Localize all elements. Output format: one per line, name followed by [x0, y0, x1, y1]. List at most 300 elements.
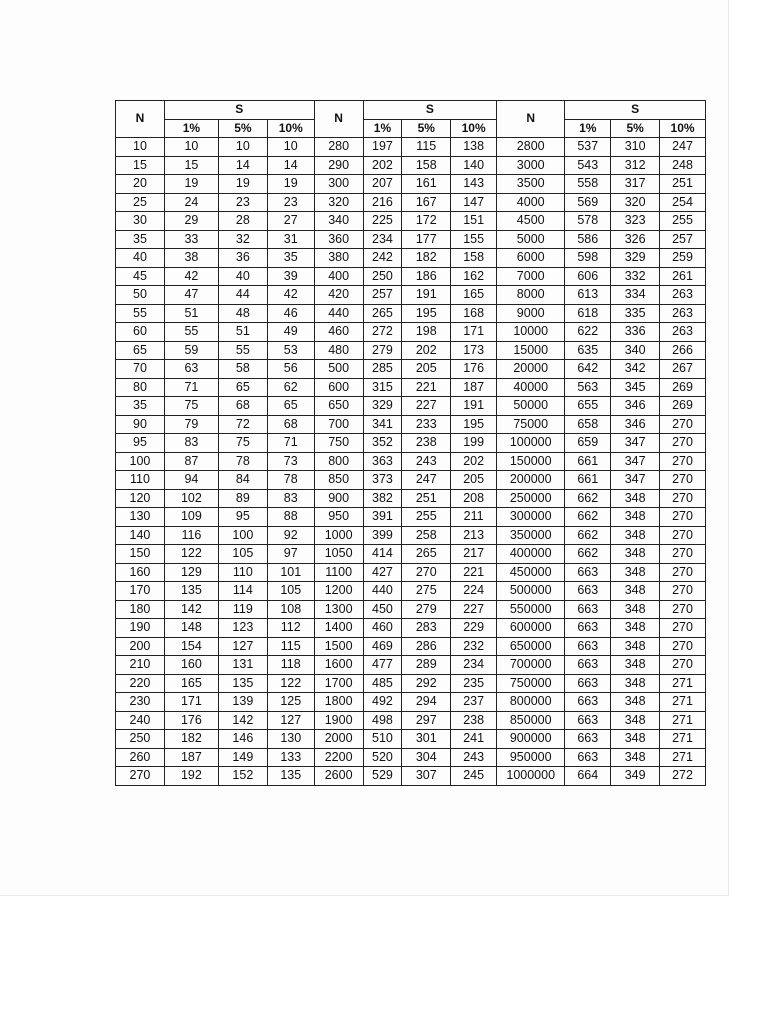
- n-cell: 550000: [497, 600, 565, 619]
- s-cell: 270: [660, 526, 706, 545]
- s-cell: 202: [451, 452, 497, 471]
- s-cell: 10: [164, 138, 218, 157]
- s-cell: 283: [402, 619, 451, 638]
- n-cell: 650000: [497, 637, 565, 656]
- s-cell: 88: [267, 508, 314, 527]
- n-cell: 200000: [497, 471, 565, 490]
- s-cell: 255: [402, 508, 451, 527]
- s-cell: 122: [267, 674, 314, 693]
- level-header: 1%: [565, 119, 611, 138]
- s-cell: 114: [218, 582, 267, 601]
- s-cell: 271: [660, 711, 706, 730]
- level-header: 10%: [451, 119, 497, 138]
- table-row: [116, 730, 706, 749]
- s-cell: 233: [402, 415, 451, 434]
- s-cell: 142: [218, 711, 267, 730]
- s-cell: 348: [611, 711, 660, 730]
- s-cell: 211: [451, 508, 497, 527]
- s-cell: 304: [402, 748, 451, 767]
- s-cell: 272: [660, 767, 706, 786]
- n-cell: 5000: [497, 230, 565, 249]
- s-cell: 349: [611, 767, 660, 786]
- s-cell: 254: [660, 193, 706, 212]
- s-cell: 658: [565, 415, 611, 434]
- s-cell: 100: [218, 526, 267, 545]
- s-cell: 224: [451, 582, 497, 601]
- n-cell: 50: [116, 286, 165, 305]
- table-row: [116, 674, 706, 693]
- n-cell: 70: [116, 360, 165, 379]
- n-cell: 160: [116, 563, 165, 582]
- table-row: [116, 175, 706, 194]
- n-cell: 1200: [314, 582, 363, 601]
- s-cell: 232: [451, 637, 497, 656]
- s-cell: 109: [164, 508, 218, 527]
- n-cell: 140: [116, 526, 165, 545]
- s-cell: 162: [451, 267, 497, 286]
- n-cell: 1050: [314, 545, 363, 564]
- s-cell: 42: [164, 267, 218, 286]
- s-cell: 27: [267, 212, 314, 231]
- s-cell: 663: [565, 619, 611, 638]
- level-header: 1%: [363, 119, 402, 138]
- s-cell: 51: [218, 323, 267, 342]
- s-cell: 248: [660, 156, 706, 175]
- s-cell: 261: [660, 267, 706, 286]
- s-cell: 87: [164, 452, 218, 471]
- s-cell: 270: [660, 582, 706, 601]
- n-cell: 45: [116, 267, 165, 286]
- s-cell: 635: [565, 341, 611, 360]
- s-cell: 237: [451, 693, 497, 712]
- table-row: [116, 582, 706, 601]
- s-cell: 65: [267, 397, 314, 416]
- n-cell: 800000: [497, 693, 565, 712]
- s-cell: 382: [363, 489, 402, 508]
- table-row: [116, 748, 706, 767]
- s-cell: 271: [660, 693, 706, 712]
- s-cell: 161: [402, 175, 451, 194]
- n-cell: 320: [314, 193, 363, 212]
- n-cell: 4000: [497, 193, 565, 212]
- s-cell: 450: [363, 600, 402, 619]
- n-cell: 80: [116, 378, 165, 397]
- s-cell: 46: [267, 304, 314, 323]
- s-cell: 140: [451, 156, 497, 175]
- s-cell: 348: [611, 508, 660, 527]
- n-cell: 850: [314, 471, 363, 490]
- s-cell: 29: [164, 212, 218, 231]
- s-cell: 48: [218, 304, 267, 323]
- s-cell: 606: [565, 267, 611, 286]
- s-cell: 270: [660, 619, 706, 638]
- n-cell: 480: [314, 341, 363, 360]
- s-cell: 558: [565, 175, 611, 194]
- n-cell: 900000: [497, 730, 565, 749]
- level-header: 5%: [402, 119, 451, 138]
- table-row: [116, 323, 706, 342]
- table-row: [116, 156, 706, 175]
- n-cell: 300: [314, 175, 363, 194]
- table-row: [116, 267, 706, 286]
- n-cell: 130: [116, 508, 165, 527]
- n-cell: 360: [314, 230, 363, 249]
- n-cell: 750000: [497, 674, 565, 693]
- table-row: [116, 526, 706, 545]
- s-cell: 122: [164, 545, 218, 564]
- s-cell: 326: [611, 230, 660, 249]
- s-cell: 47: [164, 286, 218, 305]
- n-cell: 3000: [497, 156, 565, 175]
- s-cell: 270: [660, 452, 706, 471]
- s-cell: 271: [660, 674, 706, 693]
- s-cell: 35: [267, 249, 314, 268]
- s-cell: 171: [164, 693, 218, 712]
- s-cell: 23: [267, 193, 314, 212]
- s-cell: 510: [363, 730, 402, 749]
- table-row: [116, 249, 706, 268]
- s-cell: 245: [451, 767, 497, 786]
- n-cell: 440: [314, 304, 363, 323]
- s-cell: 348: [611, 489, 660, 508]
- s-cell: 94: [164, 471, 218, 490]
- s-cell: 19: [218, 175, 267, 194]
- s-cell: 158: [402, 156, 451, 175]
- n-cell: 600: [314, 378, 363, 397]
- s-cell: 127: [218, 637, 267, 656]
- table-row: [116, 619, 706, 638]
- s-cell: 112: [267, 619, 314, 638]
- s-cell: 543: [565, 156, 611, 175]
- s-cell: 257: [660, 230, 706, 249]
- s-cell: 270: [402, 563, 451, 582]
- s-cell: 294: [402, 693, 451, 712]
- s-cell: 269: [660, 397, 706, 416]
- n-cell: 7000: [497, 267, 565, 286]
- s-cell: 31: [267, 230, 314, 249]
- s-cell: 173: [451, 341, 497, 360]
- table-row: [116, 489, 706, 508]
- n-cell: 260: [116, 748, 165, 767]
- s-cell: 28: [218, 212, 267, 231]
- s-cell: 59: [164, 341, 218, 360]
- s-cell: 15: [164, 156, 218, 175]
- s-cell: 340: [611, 341, 660, 360]
- n-cell: 850000: [497, 711, 565, 730]
- n-cell: 15000: [497, 341, 565, 360]
- s-cell: 102: [164, 489, 218, 508]
- s-cell: 191: [451, 397, 497, 416]
- s-cell: 167: [402, 193, 451, 212]
- s-cell: 265: [402, 545, 451, 564]
- s-cell: 345: [611, 378, 660, 397]
- n-cell: 280: [314, 138, 363, 157]
- s-cell: 663: [565, 637, 611, 656]
- s-cell: 202: [363, 156, 402, 175]
- n-cell: 210: [116, 656, 165, 675]
- s-cell: 208: [451, 489, 497, 508]
- table-row: [116, 304, 706, 323]
- s-cell: 265: [363, 304, 402, 323]
- s-cell: 195: [451, 415, 497, 434]
- s-cell: 251: [402, 489, 451, 508]
- s-cell: 323: [611, 212, 660, 231]
- s-cell: 662: [565, 526, 611, 545]
- s-cell: 36: [218, 249, 267, 268]
- s-cell: 662: [565, 508, 611, 527]
- s-cell: 662: [565, 489, 611, 508]
- n-cell: 1000: [314, 526, 363, 545]
- s-cell: 95: [218, 508, 267, 527]
- s-cell: 68: [218, 397, 267, 416]
- s-cell: 270: [660, 545, 706, 564]
- s-cell: 529: [363, 767, 402, 786]
- s-cell: 663: [565, 748, 611, 767]
- n-cell: 20000: [497, 360, 565, 379]
- s-cell: 89: [218, 489, 267, 508]
- level-header: 5%: [218, 119, 267, 138]
- n-cell: 30: [116, 212, 165, 231]
- s-cell: 346: [611, 415, 660, 434]
- s-cell: 217: [451, 545, 497, 564]
- s-cell: 662: [565, 545, 611, 564]
- table-row: [116, 452, 706, 471]
- header-row-1: [116, 101, 706, 120]
- s-cell: 285: [363, 360, 402, 379]
- s-cell: 133: [267, 748, 314, 767]
- s-cell: 247: [660, 138, 706, 157]
- s-cell: 348: [611, 582, 660, 601]
- n-cell: 900: [314, 489, 363, 508]
- s-cell: 312: [611, 156, 660, 175]
- s-cell: 148: [164, 619, 218, 638]
- s-cell: 186: [402, 267, 451, 286]
- s-cell: 79: [164, 415, 218, 434]
- n-cell: 220: [116, 674, 165, 693]
- table-row: [116, 341, 706, 360]
- n-cell: 340: [314, 212, 363, 231]
- s-cell: 335: [611, 304, 660, 323]
- level-header: 5%: [611, 119, 660, 138]
- n-cell: 25: [116, 193, 165, 212]
- n-cell: 35: [116, 397, 165, 416]
- s-cell: 51: [164, 304, 218, 323]
- n-cell: 40: [116, 249, 165, 268]
- n-column-header: N: [116, 101, 165, 138]
- s-cell: 292: [402, 674, 451, 693]
- n-cell: 180: [116, 600, 165, 619]
- s-cell: 342: [611, 360, 660, 379]
- n-cell: 95: [116, 434, 165, 453]
- s-cell: 663: [565, 730, 611, 749]
- n-cell: 300000: [497, 508, 565, 527]
- s-cell: 659: [565, 434, 611, 453]
- s-cell: 44: [218, 286, 267, 305]
- n-cell: 200: [116, 637, 165, 656]
- s-cell: 279: [363, 341, 402, 360]
- n-cell: 100: [116, 452, 165, 471]
- table-row: [116, 656, 706, 675]
- s-cell: 19: [267, 175, 314, 194]
- s-cell: 399: [363, 526, 402, 545]
- s-cell: 221: [402, 378, 451, 397]
- table-row: [116, 600, 706, 619]
- s-cell: 135: [267, 767, 314, 786]
- s-cell: 320: [611, 193, 660, 212]
- s-cell: 270: [660, 508, 706, 527]
- s-cell: 125: [267, 693, 314, 712]
- s-cell: 440: [363, 582, 402, 601]
- s-cell: 269: [660, 378, 706, 397]
- s-cell: 243: [451, 748, 497, 767]
- n-cell: 1000000: [497, 767, 565, 786]
- s-cell: 55: [218, 341, 267, 360]
- n-cell: 35: [116, 230, 165, 249]
- s-cell: 258: [402, 526, 451, 545]
- n-cell: 1600: [314, 656, 363, 675]
- level-header: 10%: [267, 119, 314, 138]
- s-cell: 129: [164, 563, 218, 582]
- s-cell: 118: [267, 656, 314, 675]
- s-cell: 68: [267, 415, 314, 434]
- s-cell: 23: [218, 193, 267, 212]
- s-cell: 348: [611, 693, 660, 712]
- s-cell: 241: [451, 730, 497, 749]
- s-cell: 373: [363, 471, 402, 490]
- s-cell: 53: [267, 341, 314, 360]
- s-cell: 663: [565, 711, 611, 730]
- s-cell: 270: [660, 656, 706, 675]
- s-cell: 569: [565, 193, 611, 212]
- n-cell: 2200: [314, 748, 363, 767]
- s-cell: 270: [660, 471, 706, 490]
- s-cell: 227: [402, 397, 451, 416]
- s-cell: 270: [660, 563, 706, 582]
- table-row: [116, 212, 706, 231]
- s-cell: 348: [611, 563, 660, 582]
- n-cell: 400: [314, 267, 363, 286]
- n-cell: 250: [116, 730, 165, 749]
- s-cell: 348: [611, 656, 660, 675]
- s-cell: 661: [565, 471, 611, 490]
- s-cell: 151: [451, 212, 497, 231]
- n-cell: 750: [314, 434, 363, 453]
- s-cell: 202: [402, 341, 451, 360]
- s-cell: 267: [660, 360, 706, 379]
- s-cell: 10: [218, 138, 267, 157]
- s-cell: 154: [164, 637, 218, 656]
- s-cell: 301: [402, 730, 451, 749]
- s-cell: 160: [164, 656, 218, 675]
- n-column-header: N: [497, 101, 565, 138]
- table-row: [116, 138, 706, 157]
- n-cell: 270: [116, 767, 165, 786]
- s-cell: 176: [451, 360, 497, 379]
- s-cell: 65: [218, 378, 267, 397]
- s-cell: 71: [164, 378, 218, 397]
- s-cell: 661: [565, 452, 611, 471]
- s-cell: 177: [402, 230, 451, 249]
- s-cell: 198: [402, 323, 451, 342]
- s-cell: 187: [451, 378, 497, 397]
- s-cell: 49: [267, 323, 314, 342]
- n-cell: 450000: [497, 563, 565, 582]
- s-cell: 263: [660, 286, 706, 305]
- s-column-header: S: [164, 101, 314, 120]
- s-cell: 105: [267, 582, 314, 601]
- s-cell: 352: [363, 434, 402, 453]
- s-cell: 348: [611, 545, 660, 564]
- s-cell: 110: [218, 563, 267, 582]
- s-cell: 182: [164, 730, 218, 749]
- s-cell: 250: [363, 267, 402, 286]
- level-header: 10%: [660, 119, 706, 138]
- s-column-header: S: [363, 101, 496, 120]
- table-row: [116, 193, 706, 212]
- s-cell: 165: [164, 674, 218, 693]
- n-cell: 90: [116, 415, 165, 434]
- s-cell: 663: [565, 600, 611, 619]
- table-row: [116, 434, 706, 453]
- s-cell: 39: [267, 267, 314, 286]
- n-cell: 150000: [497, 452, 565, 471]
- s-cell: 251: [660, 175, 706, 194]
- s-cell: 176: [164, 711, 218, 730]
- s-cell: 270: [660, 489, 706, 508]
- s-cell: 618: [565, 304, 611, 323]
- table-row: [116, 508, 706, 527]
- s-cell: 271: [660, 730, 706, 749]
- s-cell: 101: [267, 563, 314, 582]
- s-cell: 73: [267, 452, 314, 471]
- header-row-2: [116, 119, 706, 138]
- table-row: [116, 230, 706, 249]
- s-cell: 347: [611, 434, 660, 453]
- s-cell: 477: [363, 656, 402, 675]
- s-cell: 58: [218, 360, 267, 379]
- s-cell: 469: [363, 637, 402, 656]
- s-cell: 348: [611, 748, 660, 767]
- n-cell: 1700: [314, 674, 363, 693]
- s-cell: 75: [164, 397, 218, 416]
- n-cell: 400000: [497, 545, 565, 564]
- n-cell: 950000: [497, 748, 565, 767]
- s-cell: 62: [267, 378, 314, 397]
- s-cell: 147: [451, 193, 497, 212]
- s-cell: 72: [218, 415, 267, 434]
- s-cell: 92: [267, 526, 314, 545]
- s-cell: 158: [451, 249, 497, 268]
- s-cell: 332: [611, 267, 660, 286]
- s-cell: 71: [267, 434, 314, 453]
- s-cell: 348: [611, 730, 660, 749]
- s-cell: 537: [565, 138, 611, 157]
- n-cell: 55: [116, 304, 165, 323]
- s-cell: 155: [451, 230, 497, 249]
- s-cell: 14: [267, 156, 314, 175]
- s-cell: 105: [218, 545, 267, 564]
- n-cell: 190: [116, 619, 165, 638]
- n-cell: 500: [314, 360, 363, 379]
- n-cell: 240: [116, 711, 165, 730]
- n-cell: 290: [314, 156, 363, 175]
- s-cell: 334: [611, 286, 660, 305]
- s-cell: 317: [611, 175, 660, 194]
- s-cell: 127: [267, 711, 314, 730]
- s-cell: 348: [611, 637, 660, 656]
- s-cell: 187: [164, 748, 218, 767]
- s-cell: 116: [164, 526, 218, 545]
